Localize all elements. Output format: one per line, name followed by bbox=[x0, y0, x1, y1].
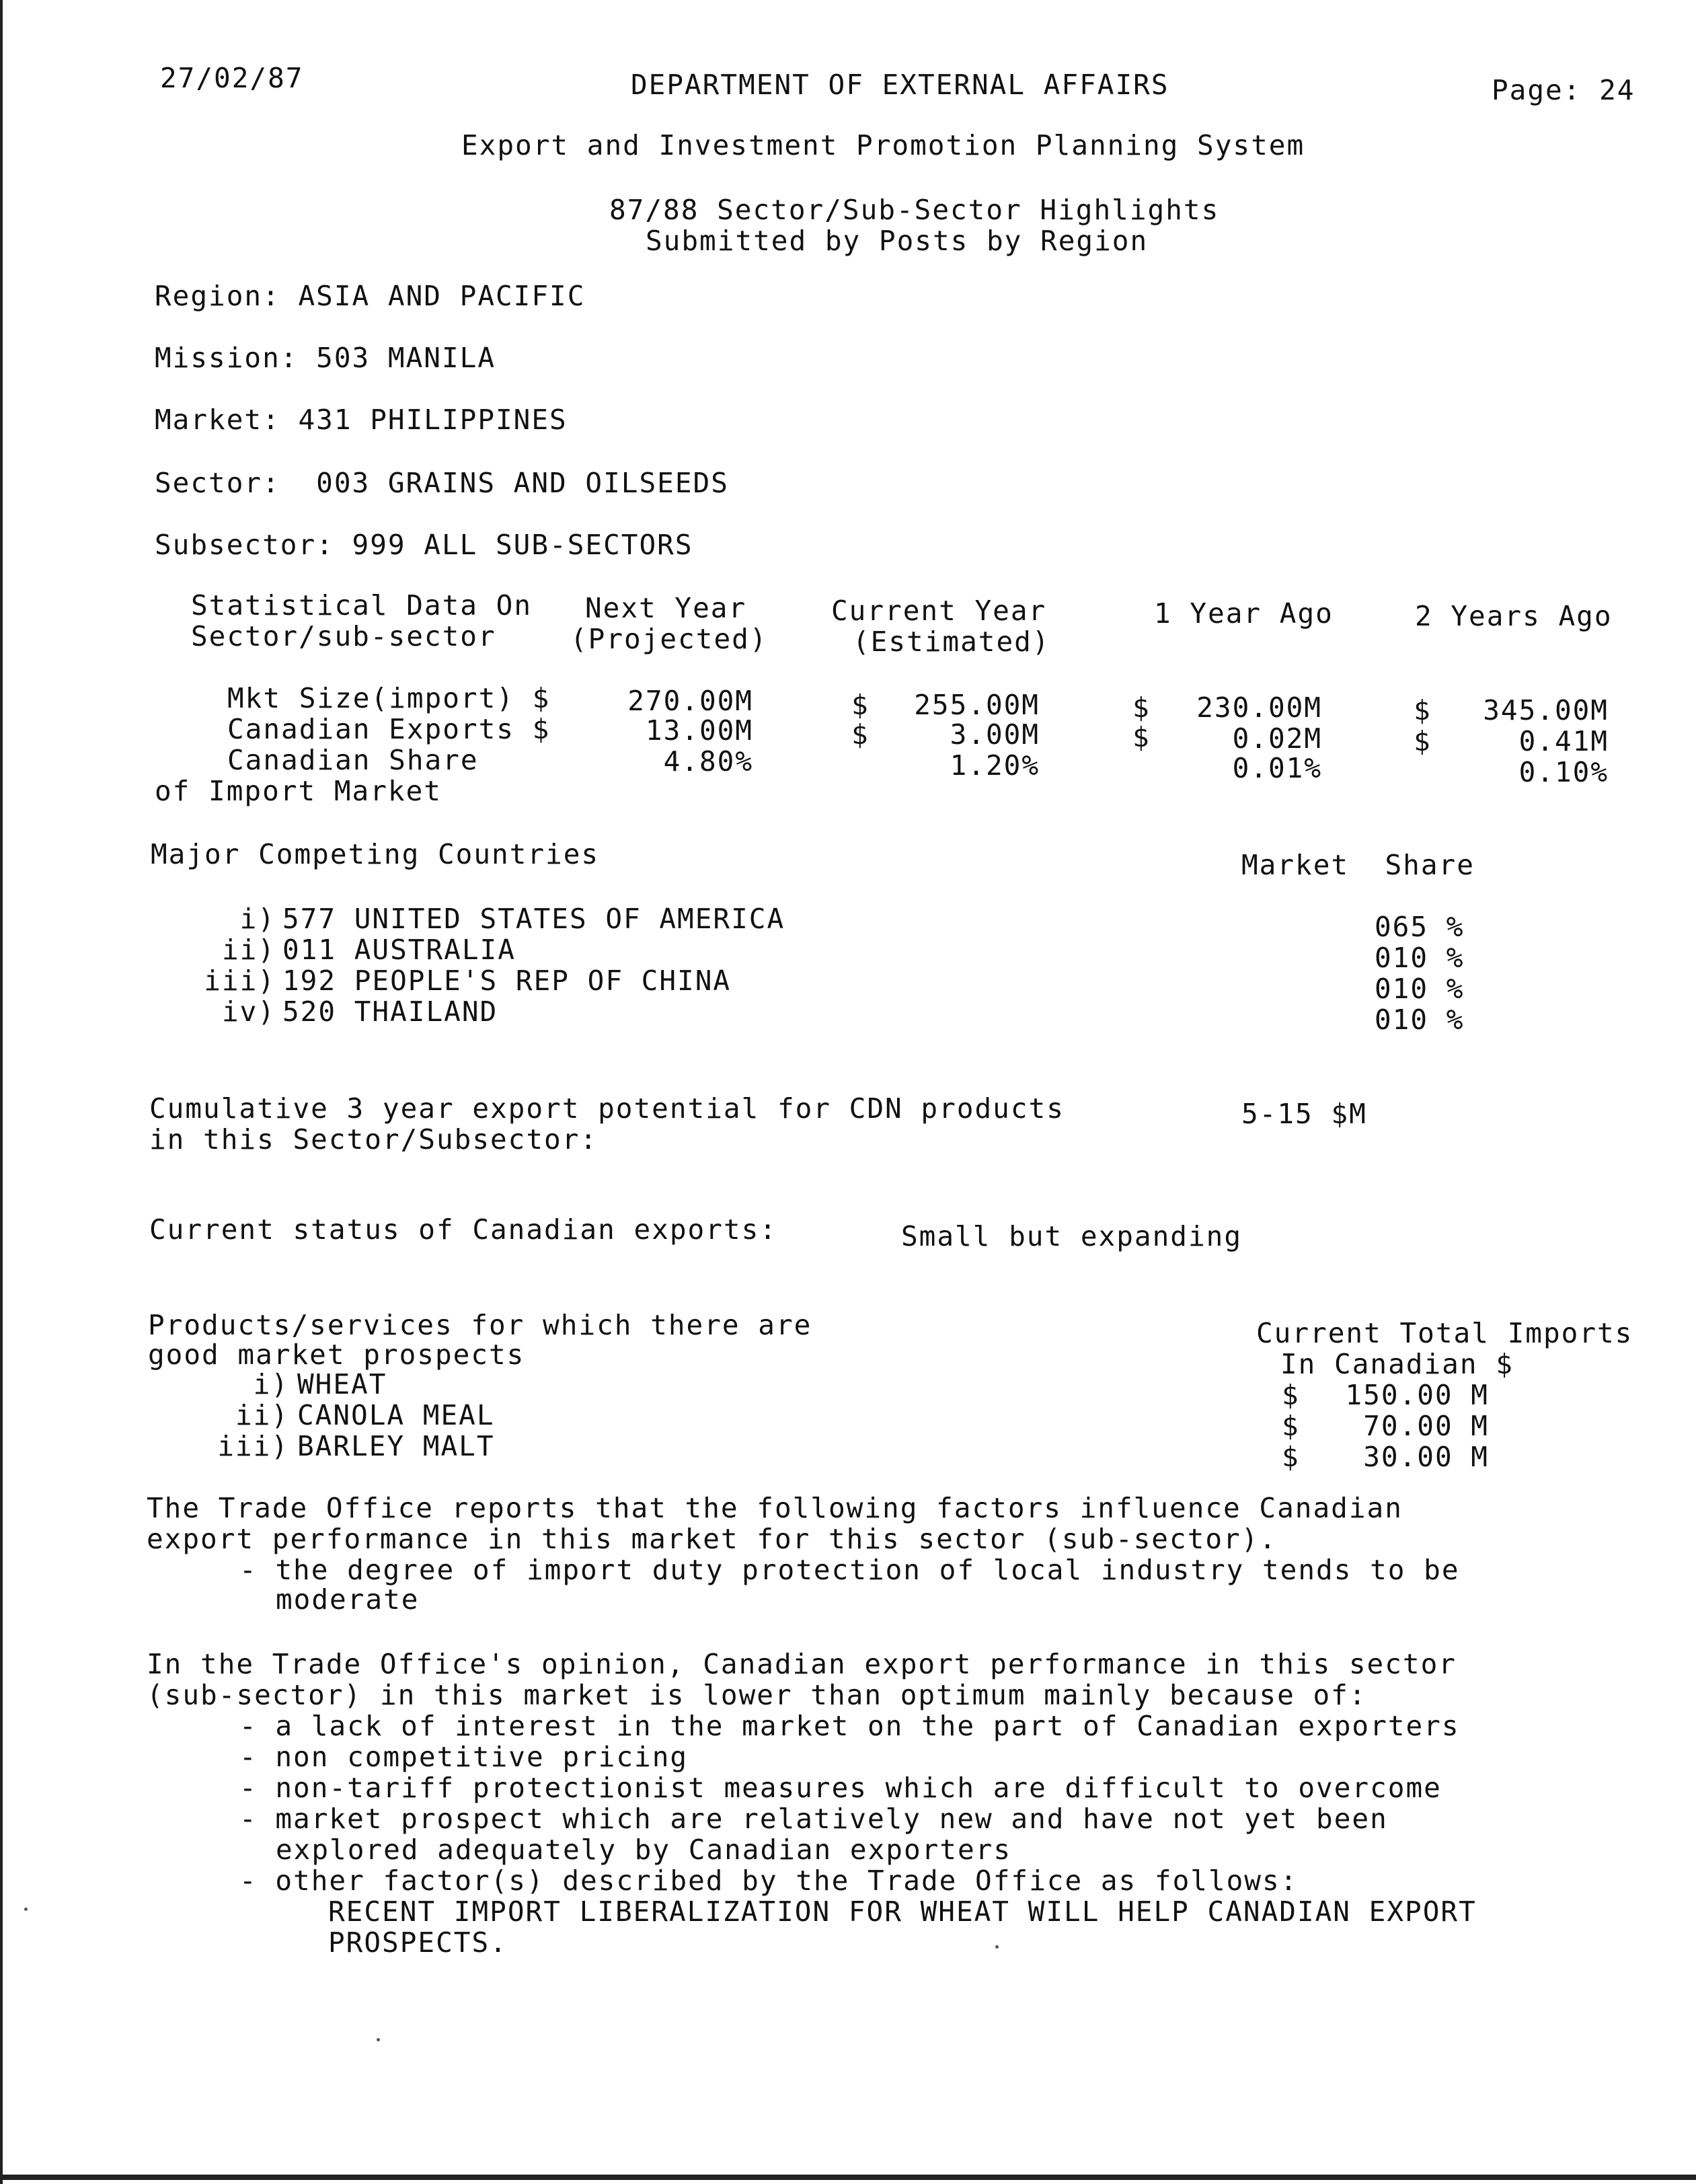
opinion-line-1: In the Trade Office's opinion, Canadian export performance in this sector bbox=[147, 1648, 1457, 1680]
opinion-bullet: - non competitive pricing bbox=[239, 1741, 689, 1773]
competitor-name: 520 THAILAND bbox=[282, 995, 498, 1028]
stat-row-label: Canadian Share bbox=[227, 744, 479, 776]
col-next-year-h1: Next Year bbox=[585, 592, 747, 624]
stat-row-label-cont: of Import Market bbox=[155, 775, 442, 807]
dollar-sign: $ bbox=[1414, 694, 1432, 726]
scan-speck bbox=[995, 1945, 999, 1949]
dollar-sign: $ bbox=[1414, 725, 1432, 757]
stat-value: 230.00M bbox=[1196, 691, 1322, 724]
col-2-years-ago-h1: 2 Years Ago bbox=[1415, 600, 1613, 632]
mission-field: Mission: 503 MANILA bbox=[155, 342, 496, 374]
products-heading-1: Products/services for which there are bbox=[148, 1309, 812, 1341]
stat-value: 4.80% bbox=[663, 745, 753, 778]
col-next-year-h2: (Projected) bbox=[570, 623, 768, 655]
product-name: CANOLA MEAL bbox=[297, 1399, 495, 1431]
stat-value: 0.01% bbox=[1232, 752, 1322, 784]
factor-bullet: - the degree of import duty protection of local industry tends to be bbox=[239, 1554, 1460, 1586]
status-value: Small but expanding bbox=[901, 1220, 1242, 1252]
competitors-heading: Major Competing Countries bbox=[151, 838, 600, 870]
products-heading-2: good market prospects bbox=[148, 1339, 525, 1371]
col-current-year-h1: Current Year bbox=[831, 595, 1047, 627]
competitor-name: 192 PEOPLE'S REP OF CHINA bbox=[282, 965, 732, 997]
region-field: Region: ASIA AND PACIFIC bbox=[155, 280, 586, 312]
stat-value: 0.02M bbox=[1232, 722, 1322, 755]
competitor-share: 010 % bbox=[1375, 1004, 1465, 1036]
office-note-line-2: PROSPECTS. bbox=[328, 1926, 508, 1959]
competitor-share: 010 % bbox=[1375, 973, 1465, 1005]
opinion-bullet-cont: explored adequately by Canadian exporters bbox=[276, 1834, 1012, 1866]
dollar-sign: $ bbox=[851, 689, 870, 721]
report-title: 87/88 Sector/Sub-Sector Highlights bbox=[609, 194, 1220, 226]
competitor-num: ii) bbox=[221, 934, 276, 966]
opinion-line-2: (sub-sector) in this market is lower than optimum mainly because of: bbox=[147, 1679, 1367, 1711]
stat-value: 13.00M bbox=[645, 714, 753, 747]
competitor-name: 577 UNITED STATES OF AMERICA bbox=[282, 903, 785, 935]
stats-label-1: Statistical Data On bbox=[191, 589, 532, 622]
opinion-bullet: - market prospect which are relatively new and have not yet been bbox=[239, 1803, 1388, 1835]
product-name: WHEAT bbox=[297, 1368, 387, 1400]
dollar-sign: $ bbox=[1282, 1379, 1300, 1411]
stat-value: 270.00M bbox=[627, 685, 753, 717]
report-date: 27/02/87 bbox=[160, 62, 304, 94]
system-title: Export and Investment Promotion Planning System bbox=[461, 129, 1305, 161]
product-import-value: 30.00 M bbox=[1363, 1441, 1489, 1473]
competitor-num: i) bbox=[239, 903, 276, 935]
scan-speck bbox=[377, 2038, 380, 2041]
office-note-line-1: RECENT IMPORT LIBERALIZATION FOR WHEAT WILL HELP CANADIAN EXPORT bbox=[328, 1895, 1477, 1928]
product-num: iii) bbox=[217, 1430, 289, 1462]
stat-value: 3.00M bbox=[950, 718, 1040, 751]
market-field: Market: 431 PHILIPPINES bbox=[155, 404, 568, 436]
opinion-bullet: - a lack of interest in the market on the part of Canadian exporters bbox=[239, 1710, 1460, 1742]
competitor-num: iii) bbox=[204, 965, 276, 997]
product-num: ii) bbox=[235, 1399, 289, 1431]
left-scan-border bbox=[0, 0, 3, 2184]
department-title: DEPARTMENT OF EXTERNAL AFFAIRS bbox=[631, 69, 1169, 101]
col-1-year-ago-h1: 1 Year Ago bbox=[1154, 597, 1334, 630]
bottom-scan-border bbox=[0, 2175, 1696, 2180]
product-num: i) bbox=[253, 1368, 289, 1400]
dollar-sign: $ bbox=[851, 718, 870, 751]
product-name: BARLEY MALT bbox=[297, 1430, 495, 1462]
factors-line-2: export performance in this market for this sector (sub-sector). bbox=[147, 1523, 1278, 1555]
scan-speck bbox=[24, 1908, 28, 1911]
factors-line-1: The Trade Office reports that the following factors influence Canadian bbox=[147, 1492, 1403, 1524]
factor-bullet-cont: moderate bbox=[276, 1583, 420, 1616]
imports-heading-2: In Canadian $ bbox=[1280, 1348, 1514, 1380]
product-import-value: 150.00 M bbox=[1345, 1379, 1489, 1411]
report-subtitle: Submitted by Posts by Region bbox=[646, 225, 1149, 257]
stat-row-label: Canadian Exports $ bbox=[227, 713, 551, 745]
page-number: Page: 24 bbox=[1492, 74, 1635, 106]
imports-heading-1: Current Total Imports bbox=[1256, 1317, 1633, 1349]
competitor-name: 011 AUSTRALIA bbox=[282, 934, 516, 966]
stat-value: 255.00M bbox=[914, 689, 1040, 721]
subsector-field: Subsector: 999 ALL SUB-SECTORS bbox=[155, 529, 693, 561]
product-import-value: 70.00 M bbox=[1363, 1410, 1489, 1442]
stat-row-label: Mkt Size(import) $ bbox=[227, 682, 551, 714]
potential-line-2: in this Sector/Subsector: bbox=[149, 1123, 599, 1156]
competitor-share: 065 % bbox=[1375, 911, 1465, 943]
potential-value: 5-15 $M bbox=[1241, 1098, 1367, 1130]
competitor-share: 010 % bbox=[1375, 942, 1465, 974]
opinion-bullet: - other factor(s) described by the Trade Office as follows: bbox=[239, 1865, 1299, 1897]
stat-value: 345.00M bbox=[1483, 694, 1609, 726]
col-current-year-h2: (Estimated) bbox=[853, 626, 1050, 658]
potential-line-1: Cumulative 3 year export potential for CDN products bbox=[149, 1092, 1065, 1125]
dollar-sign: $ bbox=[1282, 1441, 1300, 1473]
stats-label-2: Sector/sub-sector bbox=[191, 620, 496, 652]
market-share-heading: Market Share bbox=[1241, 849, 1475, 881]
stat-value: 0.10% bbox=[1518, 756, 1609, 788]
stat-value: 0.41M bbox=[1518, 725, 1609, 757]
sector-field: Sector: 003 GRAINS AND OILSEEDS bbox=[155, 467, 729, 499]
dollar-sign: $ bbox=[1282, 1410, 1300, 1442]
dollar-sign: $ bbox=[1132, 721, 1151, 753]
competitor-num: iv) bbox=[221, 995, 276, 1028]
dollar-sign: $ bbox=[1132, 691, 1151, 724]
stat-value: 1.20% bbox=[950, 749, 1040, 782]
status-label: Current status of Canadian exports: bbox=[149, 1213, 777, 1246]
opinion-bullet: - non-tariff protectionist measures which are difficult to overcome bbox=[239, 1772, 1442, 1804]
